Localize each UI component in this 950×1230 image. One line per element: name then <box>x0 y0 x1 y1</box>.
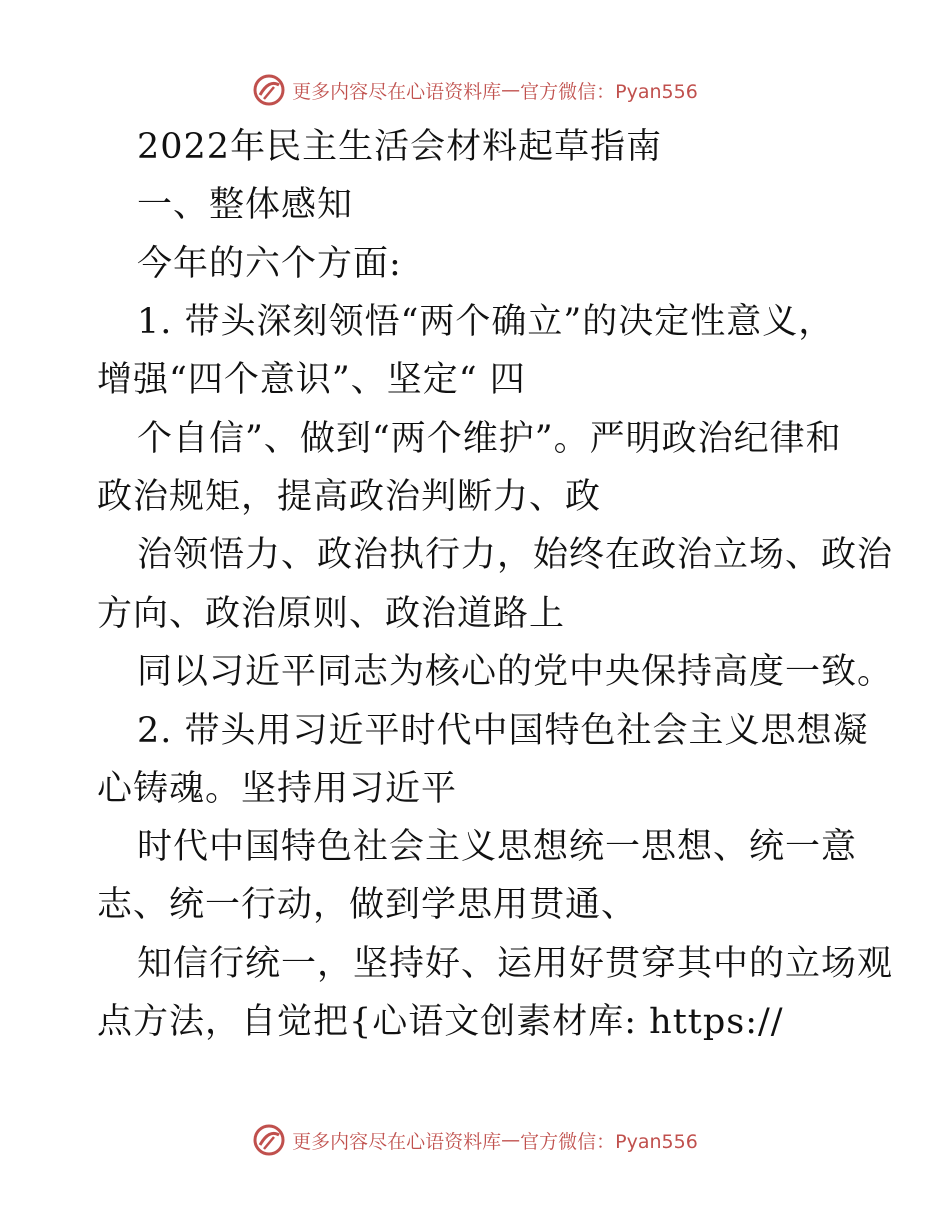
red-swirl-logo-icon <box>252 73 286 107</box>
watermark-site-text: 更多内容尽在心语资料库 <box>292 80 502 103</box>
watermark-wechat-text: 官方微信：Pyan556 <box>520 1130 698 1153</box>
paragraph-line: 方向、政治原则、政治道路上 <box>97 594 566 634</box>
red-swirl-logo-icon <box>252 1123 286 1157</box>
footer-watermark <box>0 1120 950 1160</box>
paragraph-line: 2. 带头用习近平时代中国特色社会主义思想凝 <box>137 711 869 751</box>
paragraph-line: 今年的六个方面: <box>137 244 402 284</box>
paragraph-line: 志、统一行动，做到学思用贯通、 <box>97 885 638 925</box>
paragraph-line: 心铸魂。坚持用习近平 <box>97 769 458 809</box>
watermark-wechat-text: 官方微信：Pyan556 <box>520 80 698 103</box>
header-watermark <box>0 70 950 110</box>
paragraph-line: 增强“四个意识”、坚定“ 四 <box>97 360 526 400</box>
paragraph-line: 个自信”、做到“两个维护”。严明政治纪律和 <box>137 419 842 459</box>
paragraph-line: 知信行统一，坚持好、运用好贯穿其中的立场观 <box>137 944 894 984</box>
section-heading: 一、整体感知 <box>137 185 354 225</box>
paragraph-line: 1. 带头深刻领悟“两个确立”的决定性意义， <box>137 302 835 342</box>
paragraph-line: 同以习近平同志为核心的党中央保持高度一致。 <box>137 652 894 692</box>
paragraph-line: 点方法，自觉把{心语文创素材库: https:// <box>97 1002 784 1042</box>
watermark-separator: — <box>501 1129 521 1151</box>
watermark-separator: — <box>501 79 521 101</box>
paragraph-line: 时代中国特色社会主义思想统一思想、统一意 <box>137 827 858 867</box>
paragraph-line: 政治规矩，提高政治判断力、政 <box>97 477 602 517</box>
document-title: 2022年民主生活会材料起草指南 <box>137 127 663 167</box>
paragraph-line: 治领悟力、政治执行力，始终在政治立场、政治 <box>137 535 894 575</box>
watermark-site-text: 更多内容尽在心语资料库 <box>292 1130 502 1153</box>
